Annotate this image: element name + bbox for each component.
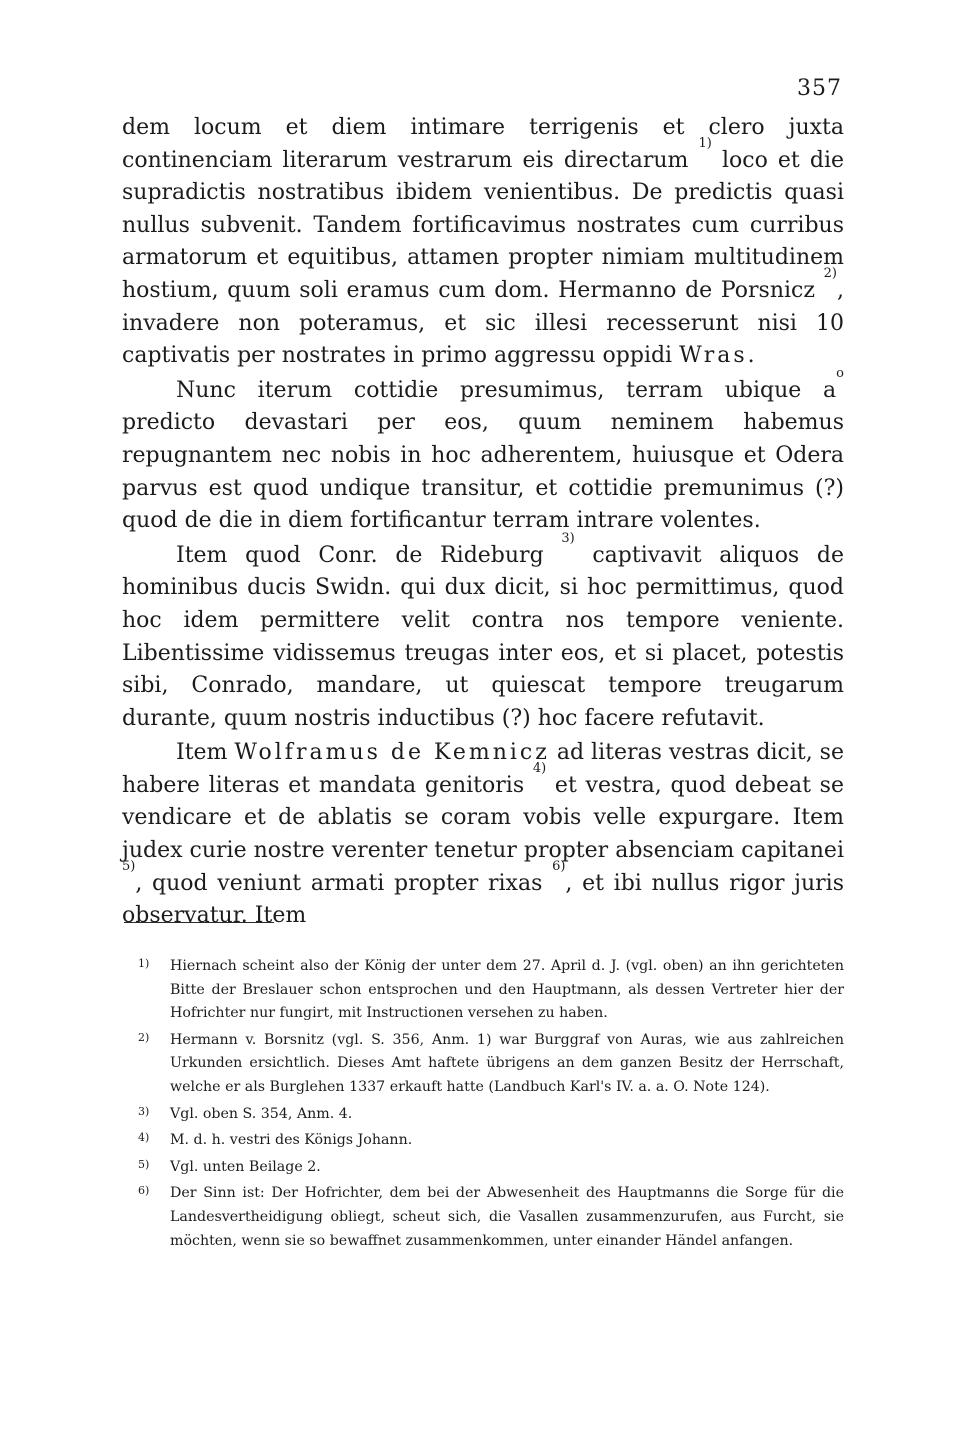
text-run: dem locum et diem intimare terrigenis et clero juxta continenciam literarum vestrarum eis directarum — [122, 115, 844, 173]
paragraph — [122, 530, 844, 736]
footnote-number: 5) — [138, 1157, 150, 1171]
text-run: , quod veniunt armati propter rixas — [135, 870, 553, 896]
text-run: Item — [176, 740, 235, 766]
footnote-reference: 3) — [561, 530, 575, 546]
footnote-reference: 1) — [698, 135, 712, 151]
text-run: predicto devastari per eos, quum neminem habemus repugnantem nec nobis in hoc adherentem, huiusque et Odera parvus est quod undique transitur, et cottidie premunimus (?) quod de die in diem fortificantur terram intrare volentes. — [122, 410, 844, 534]
footnote-number: 3) — [138, 1104, 150, 1118]
footnote — [138, 1103, 844, 1127]
text-run: ad literas vestras dicit, se habere literas et mandata genitoris — [122, 740, 844, 798]
footnote-reference: 2) — [823, 265, 837, 281]
footnote-number: 2) — [138, 1030, 150, 1044]
paragraph — [122, 737, 844, 933]
text-run: et vestra, quod debeat se vendicare et de ablatis se coram vobis velle expurgare. Item judex curie nostre verenter tenetur propter absenciam capitanei — [122, 772, 844, 864]
footnote-reference: 5) — [122, 858, 136, 874]
footnote — [138, 1182, 844, 1253]
footnote — [138, 1029, 844, 1100]
paragraph — [122, 112, 844, 373]
text-run: captivavit aliquos de hominibus ducis Swidn. qui dux dicit, si hoc permittimus, quod hoc idem permittere velit contra nos tempore veniente. Libentissime vidissemus treugas inter eos, et si placet, potestis sibi, Conrado, mandare, ut quiescat tempore treugarum durante, quum nostris inductibus (?) hoc facere refutavit. — [122, 542, 844, 731]
text-run: , invadere non poteramus, et sic illesi recesserunt nisi 10 captivatis per nostrates in primo aggressu oppidi — [122, 277, 844, 369]
paragraph — [122, 365, 844, 538]
footnote-reference: 6) — [552, 858, 566, 874]
text-run: loco et die supradictis nostratibus ibidem venientibus. De predictis quasi nullus subvenit. Tandem fortificavimus nostrates cum curribus armatorum et equitibus, attamen propter nimiam multitudinem hostium, quum soli eramus cum dom. Hermanno de Porsnicz — [122, 147, 845, 303]
main-text — [122, 112, 844, 933]
footnote-text: Vgl. oben S. 354, Anm. 4. — [170, 1105, 353, 1122]
footnote-text: M. d. h. vestri des Königs Johann. — [170, 1132, 413, 1149]
page-number: 357 — [797, 76, 842, 101]
footnote — [138, 955, 844, 1026]
text-run: . — [747, 343, 755, 369]
text-run: , et ibi nullus rigor juris observatur. Item — [122, 870, 844, 929]
footnote — [138, 1129, 844, 1153]
footnote-text: Hiernach scheint also der König der unter dem 27. April d. J. (vgl. oben) an ihn gerichteten Bitte der Breslauer schon entsprochen und den Hauptmann, als dessen Vertreter hier der Hofrichter nur fungirt, mit Instructionen versehen zu haben. — [170, 958, 844, 1022]
footnote-separator — [124, 922, 274, 923]
footnote-reference: 4) — [532, 760, 547, 776]
footnote — [138, 1156, 844, 1180]
text-run: Item quod Conr. de Rideburg — [176, 542, 562, 568]
footnote-text: Der Sinn ist: Der Hofrichter, dem bei der Abwesenheit des Hauptmanns die Sorge für die Landesvertheidigung obliegt, scheut sich, die Vasallen zusammenzurufen, aus Furcht, sie möchten, wenn sie so bewaffnet zusammenkommen, unter einander Händel anfangen. — [170, 1185, 844, 1249]
spaced-name: Wolframus de Kemnicz — [234, 740, 550, 766]
footnote-number: 1) — [138, 957, 150, 970]
spaced-name: Wras — [679, 343, 748, 369]
footnote-number: 6) — [138, 1184, 150, 1198]
text-run: Nunc iterum cottidie presumimus, terram ubique a — [176, 377, 837, 403]
footnote-reference: o — [836, 365, 844, 381]
footnotes — [138, 955, 844, 1256]
footnote-number: 4) — [138, 1131, 150, 1145]
footnote-text: Hermann v. Borsnitz (vgl. S. 356, Anm. 1) war Burggraf von Auras, wie aus zahlreichen Urkunden ersichtlich. Dieses Amt haftete übrigens an dem ganzen Besitz der Herrschaft, welche er als Burglehen 1337 erkauft hatte (Landbuch Karl's IV. a. a. O. Note 124). — [170, 1031, 844, 1095]
footnote-text: Vgl. unten Beilage 2. — [170, 1158, 321, 1175]
